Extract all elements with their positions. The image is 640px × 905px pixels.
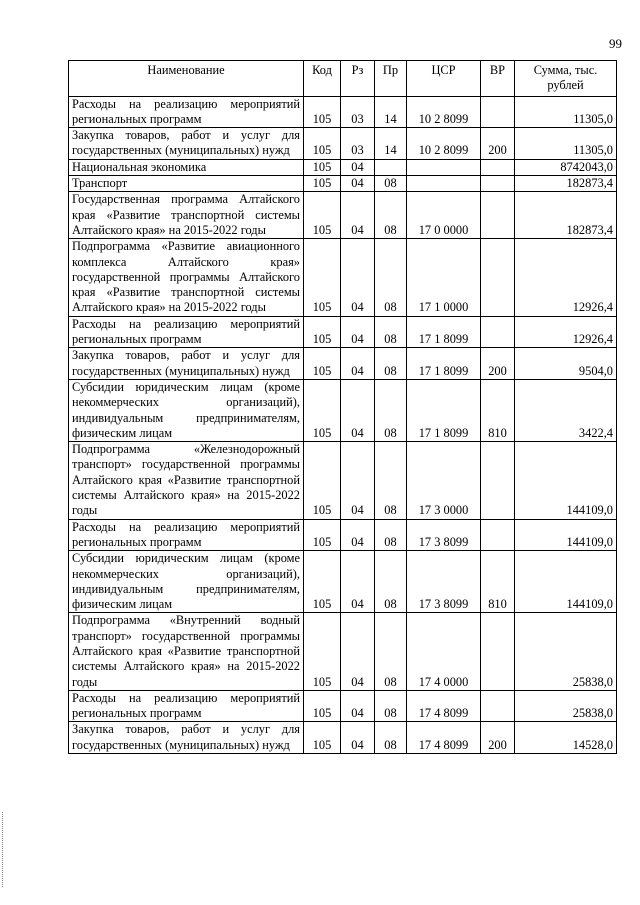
cell-csr: 17 3 0000 bbox=[407, 442, 481, 519]
cell-kod: 105 bbox=[304, 551, 341, 613]
cell-name: Расходы на реализацию мероприятий региональных программ bbox=[69, 519, 304, 551]
cell-rz: 04 bbox=[341, 519, 375, 551]
cell-pr: 14 bbox=[375, 128, 407, 160]
cell-rz: 04 bbox=[341, 348, 375, 380]
cell-sum: 144109,0 bbox=[515, 442, 617, 519]
header-sum: Сумма, тыс. рублей bbox=[515, 61, 617, 97]
cell-rz: 04 bbox=[341, 379, 375, 441]
cell-sum: 182873,4 bbox=[515, 192, 617, 239]
cell-vr bbox=[481, 176, 515, 192]
cell-pr: 08 bbox=[375, 722, 407, 754]
table-row bbox=[69, 128, 617, 160]
cell-rz: 04 bbox=[341, 192, 375, 239]
cell-csr: 10 2 8099 bbox=[407, 96, 481, 128]
cell-csr: 17 4 8099 bbox=[407, 722, 481, 754]
margin-scan-marks bbox=[2, 812, 5, 887]
cell-name: Транспорт bbox=[69, 176, 304, 192]
cell-vr: 810 bbox=[481, 551, 515, 613]
cell-sum: 144109,0 bbox=[515, 519, 617, 551]
cell-pr: 08 bbox=[375, 176, 407, 192]
cell-rz: 03 bbox=[341, 128, 375, 160]
table-row bbox=[69, 348, 617, 380]
cell-name: Субсидии юридическим лицам (кроме некоммерческих организаций), индивидуальным предпринимателям, физическим лицам bbox=[69, 379, 304, 441]
cell-kod: 105 bbox=[304, 442, 341, 519]
cell-vr bbox=[481, 442, 515, 519]
cell-rz: 04 bbox=[341, 551, 375, 613]
cell-rz: 04 bbox=[341, 239, 375, 316]
cell-csr: 17 1 0000 bbox=[407, 239, 481, 316]
cell-sum: 182873,4 bbox=[515, 176, 617, 192]
table-row bbox=[69, 690, 617, 722]
cell-rz: 04 bbox=[341, 442, 375, 519]
cell-pr: 08 bbox=[375, 192, 407, 239]
cell-name: Закупка товаров, работ и услуг для государственных (муниципальных) нужд bbox=[69, 128, 304, 160]
cell-kod: 105 bbox=[304, 176, 341, 192]
cell-vr bbox=[481, 239, 515, 316]
budget-table bbox=[68, 60, 617, 754]
cell-vr bbox=[481, 96, 515, 128]
cell-csr: 17 3 8099 bbox=[407, 519, 481, 551]
cell-pr: 08 bbox=[375, 379, 407, 441]
header-pr: Пр bbox=[375, 61, 407, 97]
header-vr: ВР bbox=[481, 61, 515, 97]
cell-kod: 105 bbox=[304, 192, 341, 239]
cell-csr bbox=[407, 159, 481, 175]
cell-csr: 17 3 8099 bbox=[407, 551, 481, 613]
cell-kod: 105 bbox=[304, 96, 341, 128]
cell-name: Подпрограмма «Железнодорожный транспорт» государственной программы Алтайского края «Развитие транспортной системы Алтайского края» на 2015-2022 годы bbox=[69, 442, 304, 519]
cell-pr: 08 bbox=[375, 239, 407, 316]
cell-sum: 12926,4 bbox=[515, 316, 617, 348]
cell-sum: 9504,0 bbox=[515, 348, 617, 380]
cell-kod: 105 bbox=[304, 348, 341, 380]
cell-csr: 17 1 8099 bbox=[407, 379, 481, 441]
table-row bbox=[69, 176, 617, 192]
cell-csr: 17 1 8099 bbox=[407, 316, 481, 348]
cell-pr: 08 bbox=[375, 690, 407, 722]
cell-csr: 10 2 8099 bbox=[407, 128, 481, 160]
table-row bbox=[69, 551, 617, 613]
cell-name: Государственная программа Алтайского края «Развитие транспортной системы Алтайского края» на 2015-2022 годы bbox=[69, 192, 304, 239]
cell-rz: 04 bbox=[341, 613, 375, 690]
cell-sum: 8742043,0 bbox=[515, 159, 617, 175]
cell-kod: 105 bbox=[304, 722, 341, 754]
cell-sum: 12926,4 bbox=[515, 239, 617, 316]
cell-name: Расходы на реализацию мероприятий региональных программ bbox=[69, 96, 304, 128]
cell-name: Подпрограмма «Внутренний водный транспорт» государственной программы Алтайского края «Развитие транспортной системы Алтайского края» на 2015-2022 годы bbox=[69, 613, 304, 690]
cell-pr: 08 bbox=[375, 551, 407, 613]
cell-sum: 3422,4 bbox=[515, 379, 617, 441]
cell-vr: 200 bbox=[481, 348, 515, 380]
header-csr: ЦСР bbox=[407, 61, 481, 97]
table-row bbox=[69, 519, 617, 551]
cell-kod: 105 bbox=[304, 519, 341, 551]
cell-csr: 17 4 0000 bbox=[407, 613, 481, 690]
cell-sum: 144109,0 bbox=[515, 551, 617, 613]
cell-pr bbox=[375, 159, 407, 175]
cell-kod: 105 bbox=[304, 690, 341, 722]
cell-name: Расходы на реализацию мероприятий региональных программ bbox=[69, 316, 304, 348]
table-row bbox=[69, 239, 617, 316]
cell-rz: 04 bbox=[341, 690, 375, 722]
cell-vr: 810 bbox=[481, 379, 515, 441]
table-header-row bbox=[69, 61, 617, 97]
cell-name: Подпрограмма «Развитие авиационного комплекса Алтайского края» государственной программы Алтайского края «Развитие транспортной системы Алтайского края» на 2015-2022 годы bbox=[69, 239, 304, 316]
cell-name: Закупка товаров, работ и услуг для государственных (муниципальных) нужд bbox=[69, 722, 304, 754]
cell-pr: 08 bbox=[375, 348, 407, 380]
cell-vr: 200 bbox=[481, 128, 515, 160]
cell-pr: 08 bbox=[375, 519, 407, 551]
cell-name: Закупка товаров, работ и услуг для государственных (муниципальных) нужд bbox=[69, 348, 304, 380]
table-row bbox=[69, 379, 617, 441]
cell-kod: 105 bbox=[304, 379, 341, 441]
cell-kod: 105 bbox=[304, 128, 341, 160]
table-row bbox=[69, 96, 617, 128]
cell-kod: 105 bbox=[304, 239, 341, 316]
table-row bbox=[69, 316, 617, 348]
cell-vr bbox=[481, 690, 515, 722]
cell-vr bbox=[481, 192, 515, 239]
cell-sum: 11305,0 bbox=[515, 128, 617, 160]
cell-pr: 14 bbox=[375, 96, 407, 128]
cell-pr: 08 bbox=[375, 613, 407, 690]
cell-sum: 14528,0 bbox=[515, 722, 617, 754]
header-rz: Рз bbox=[341, 61, 375, 97]
cell-kod: 105 bbox=[304, 159, 341, 175]
cell-kod: 105 bbox=[304, 316, 341, 348]
page-number: 99 bbox=[609, 36, 622, 51]
table-row bbox=[69, 722, 617, 754]
cell-rz: 04 bbox=[341, 316, 375, 348]
header-kod: Код bbox=[304, 61, 341, 97]
cell-rz: 04 bbox=[341, 176, 375, 192]
table-row bbox=[69, 613, 617, 690]
cell-name: Субсидии юридическим лицам (кроме некоммерческих организаций), индивидуальным предпринимателям, физическим лицам bbox=[69, 551, 304, 613]
header-name: Наименование bbox=[69, 61, 304, 97]
table-row bbox=[69, 442, 617, 519]
cell-name: Расходы на реализацию мероприятий региональных программ bbox=[69, 690, 304, 722]
cell-rz: 04 bbox=[341, 159, 375, 175]
cell-vr bbox=[481, 613, 515, 690]
cell-csr: 17 0 0000 bbox=[407, 192, 481, 239]
cell-pr: 08 bbox=[375, 316, 407, 348]
cell-vr bbox=[481, 159, 515, 175]
cell-sum: 25838,0 bbox=[515, 690, 617, 722]
cell-vr: 200 bbox=[481, 722, 515, 754]
cell-rz: 03 bbox=[341, 96, 375, 128]
cell-sum: 25838,0 bbox=[515, 613, 617, 690]
table-row bbox=[69, 192, 617, 239]
cell-kod: 105 bbox=[304, 613, 341, 690]
cell-name: Национальная экономика bbox=[69, 159, 304, 175]
cell-sum: 11305,0 bbox=[515, 96, 617, 128]
cell-rz: 04 bbox=[341, 722, 375, 754]
cell-vr bbox=[481, 519, 515, 551]
cell-vr bbox=[481, 316, 515, 348]
cell-csr: 17 4 8099 bbox=[407, 690, 481, 722]
table-row bbox=[69, 159, 617, 175]
cell-pr: 08 bbox=[375, 442, 407, 519]
table-body bbox=[69, 96, 617, 753]
cell-csr bbox=[407, 176, 481, 192]
cell-csr: 17 1 8099 bbox=[407, 348, 481, 380]
